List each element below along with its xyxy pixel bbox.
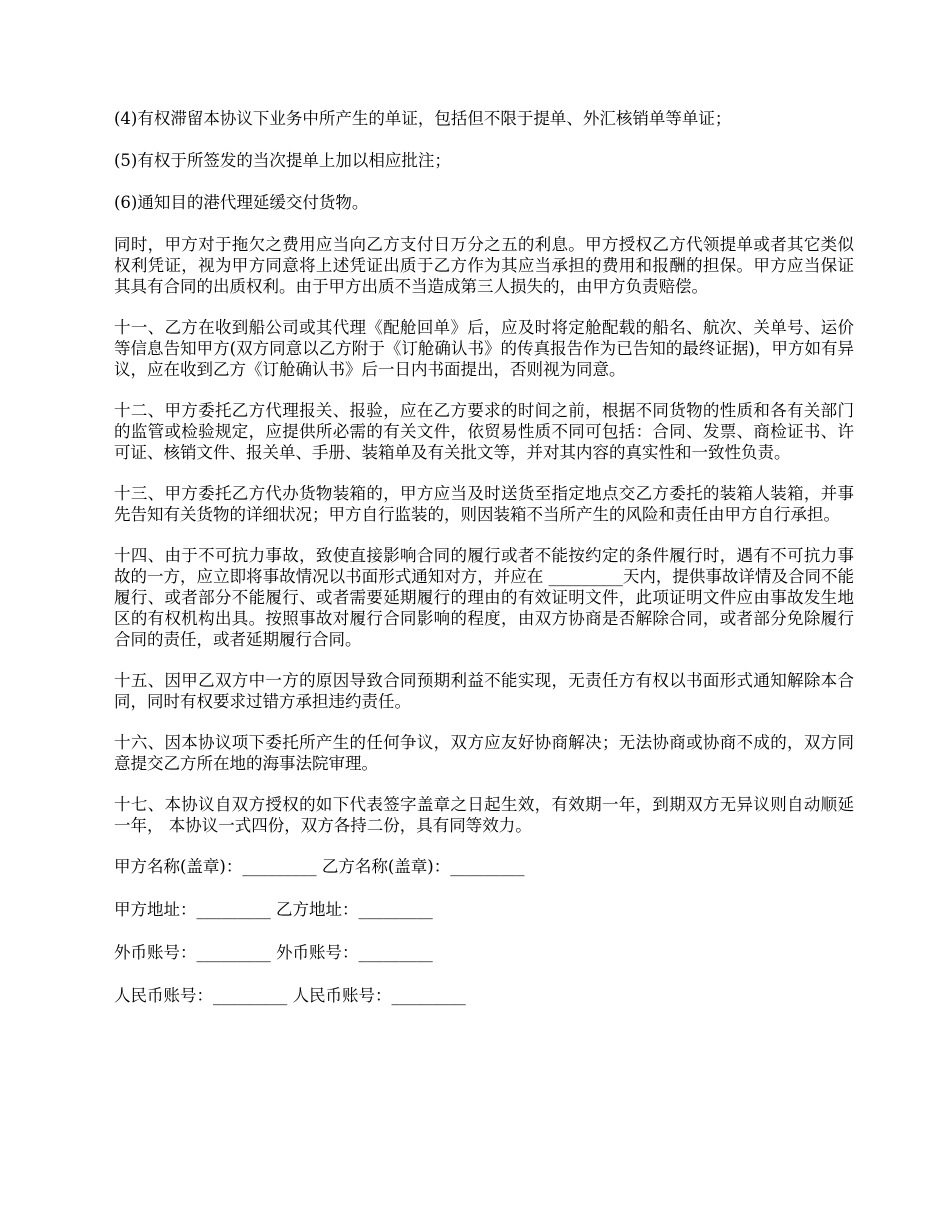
signature-line-address: 甲方地址：_________ 乙方地址：_________ bbox=[114, 900, 433, 919]
clause-15: 十五、因甲乙双方中一方的原因导致合同预期利益不能实现，无责任方有权以书面形式通知解除本合同，同时有权要求过错方承担违约责任。 bbox=[114, 671, 854, 711]
signature-line-name: 甲方名称(盖章)：_________ 乙方名称(盖章)：_________ bbox=[114, 857, 525, 876]
document-page bbox=[114, 108, 854, 1028]
clause-16: 十六、因本协议项下委托所产生的任何争议，双方应友好协商解决；无法协商或协商不成的，双方同意提交乙方所在地的海事法院审理。 bbox=[114, 733, 854, 773]
clause-11: 十一、乙方在收到船公司或其代理《配舱回单》后，应及时将定舱配载的船名、航次、关单号、运价等信息告知甲方(双方同意以乙方附于《订舱确认书》的传真报告作为已告知的最终证据)，甲方如有异议，应在收到乙方《订舱确认书》后一日内书面提出，否则视为同意。 bbox=[114, 318, 854, 379]
clause-12: 十二、甲方委托乙方代理报关、报验，应在乙方要求的时间之前，根据不同货物的性质和各有关部门的监管或检验规定，应提供所必需的有关文件，依贸易性质不同可包括：合同、发票、商检证书、许可证、核销文件、报关单、手册、装箱单及有关批文等，并对其内容的真实性和一致性负责。 bbox=[114, 401, 854, 462]
interest-clause: 同时，甲方对于拖欠之费用应当向乙方支付日万分之五的利息。甲方授权乙方代领提单或者其它类似权利凭证，视为甲方同意将上述凭证出质于乙方作为其应当承担的费用和报酬的担保。甲方应当保证其具有合同的出质权利。由于甲方出质不当造成第三人损失的，由甲方负责赔偿。 bbox=[114, 235, 854, 296]
clause-14: 十四、由于不可抗力事故，致使直接影响合同的履行或者不能按约定的条件履行时，遇有不可抗力事故的一方，应立即将事故情况以书面形式通知对方，并应在 _________天内，提供事故详情及合同不能履行、或者部分不能履行、或者需要延期履行的理由的有效证明文件，此项证明文件应由事故发生地区的有权机构出具。按照事故对履行合同影响的程度，由双方协商是否解除合同，或者部分免除履行合同的责任，或者延期履行合同。 bbox=[114, 546, 854, 649]
signature-line-foreign-account: 外币账号：_________ 外币账号：_________ bbox=[114, 943, 433, 962]
clause-item-4: (4)有权滞留本协议下业务中所产生的单证，包括但不限于提单、外汇核销单等单证； bbox=[114, 109, 732, 128]
signature-line-rmb-account: 人民币账号：_________ 人民币账号：_________ bbox=[114, 986, 466, 1005]
clause-item-6: (6)通知目的港代理延缓交付货物。 bbox=[114, 193, 369, 212]
clause-17: 十七、本协议自双方授权的如下代表签字盖章之日起生效，有效期一年，到期双方无异议则自动顺延一年， 本协议一式四份，双方各持二份，具有同等效力。 bbox=[114, 795, 854, 835]
clause-13: 十三、甲方委托乙方代办货物装箱的，甲方应当及时送货至指定地点交乙方委托的装箱人装箱，并事先告知有关货物的详细状况；甲方自行监装的，则因装箱不当所产生的风险和责任由甲方自行承担。 bbox=[114, 484, 854, 524]
clause-item-5: (5)有权于所签发的当次提单上加以相应批注； bbox=[114, 151, 451, 170]
